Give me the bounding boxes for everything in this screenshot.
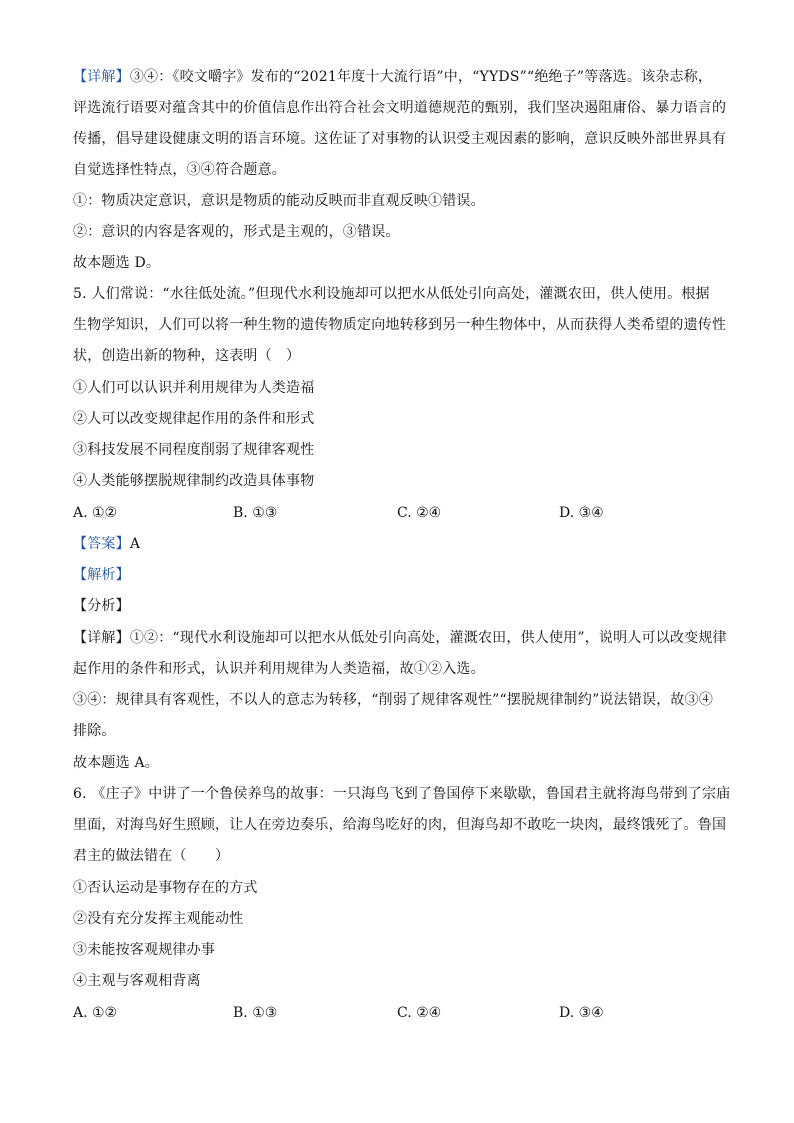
q6-stem-line-2: 里面，对海鸟好生照顾，让人在旁边奏乐，给海鸟吃好的肉，但海鸟却不敢吃一块肉，最终饿死了。鲁国 <box>73 817 727 833</box>
explain-q4-line-2: 评选流行语要对蕴含其中的价值信息作出符合社会文明道德规范的甄别，我们坚决遏阻庸俗、暴力语言的 <box>73 100 727 116</box>
q5-option-b: B. ①③ <box>233 505 278 521</box>
explain-q4-line-1: 【详解】③④：《咬文嚼字》发布的“2021年度十大流行语”中，“YYDS”“绝绝子”等落选。该杂志称， <box>73 69 713 85</box>
q5-options <box>73 503 733 523</box>
q5-detail-line-4: 排除。 <box>73 723 116 739</box>
q5-detail-line-1: 【详解】①②：“现代水利设施却可以把水从低处引向高处，灌溉农田，供人使用”，说明人可以改变规律 <box>73 630 727 646</box>
explain-q4-line-4: 自觉选择性特点，③④符合题意。 <box>73 162 286 178</box>
q6-statement-2: ②没有充分发挥主观能动性 <box>73 911 244 927</box>
q5-statement-4: ④人类能够摆脱规律制约改造具体事物 <box>73 473 315 489</box>
explain-q4-conclusion: 故本题选 D。 <box>73 255 161 271</box>
q5-statement-2: ②人可以改变规律起作用的条件和形式 <box>73 411 315 427</box>
q6-option-b: B. ①③ <box>233 1005 278 1021</box>
q5-answer <box>73 534 733 554</box>
q5-statement-1: ①人们可以认识并利用规律为人类造福 <box>73 380 315 396</box>
q6-option-c: C. ②④ <box>397 1005 442 1021</box>
q5-stem-line-3: 状，创造出新的物种，这表明（ ） <box>73 348 301 364</box>
explain-q4-line-6: ②：意识的内容是客观的，形式是主观的，③错误。 <box>73 224 400 240</box>
q6-option-d: D. ③④ <box>559 1005 604 1021</box>
q5-option-c: C. ②④ <box>397 505 442 521</box>
answer-value: A <box>129 536 141 552</box>
q6-statement-3: ③未能按客观规律办事 <box>73 942 215 958</box>
q5-statement-3: ③科技发展不同程度削弱了规律客观性 <box>73 442 315 458</box>
q5-option-d: D. ③④ <box>559 505 604 521</box>
q5-detail-line-2: 起作用的条件和形式，认识并利用规律为人类造福，故①②入选。 <box>73 661 485 677</box>
detail-tag: 【详解】 <box>73 630 130 646</box>
answer-tag: 【答案】 <box>73 536 130 552</box>
q6-statement-4: ④主观与客观相背离 <box>73 973 201 989</box>
q6-stem-line-3: 君主的做法错在（ ） <box>73 848 230 864</box>
q6-stem-line-1: 6. 《庄子》中讲了一个鲁侯养鸟的故事：一只海鸟飞到了鲁国停下来歇歇，鲁国君主就将海鸟带到了宗庙 <box>73 786 731 802</box>
q6-statement-1: ①否认运动是事物存在的方式 <box>73 880 258 896</box>
q5-jiexi-heading: 【解析】 <box>73 567 130 583</box>
explain-q4-line-3: 传播，倡导建设健康文明的语言环境。这佐证了对事物的认识受主观因素的影响，意识反映外部世界具有 <box>73 131 727 147</box>
q5-option-a: A. ①② <box>73 505 118 521</box>
q5-detail-line-3: ③④：规律具有客观性，不以人的意志为转移，“削弱了规律客观性”“摆脱规律制约”说法错误，故③④ <box>73 692 714 708</box>
q5-conclusion: 故本题选 A。 <box>73 755 159 771</box>
q5-stem-line-2: 生物学知识，人们可以将一种生物的遗传物质定向地转移到另一种生物体中，从而获得人类希望的遗传性 <box>73 317 727 333</box>
q6-options <box>73 1003 733 1023</box>
explain-q4-line-5: ①：物质决定意识，意识是物质的能动反映而非直观反映①错误。 <box>73 193 485 209</box>
detail-tag: 【详解】 <box>73 69 130 85</box>
q5-fenxi-heading: 【分析】 <box>73 598 130 614</box>
q5-stem-line-1: 5. 人们常说：“水往低处流。”但现代水利设施却可以把水从低处引向高处，灌溉农田，供人使用。根据 <box>73 286 710 302</box>
q6-option-a: A. ①② <box>73 1005 118 1021</box>
